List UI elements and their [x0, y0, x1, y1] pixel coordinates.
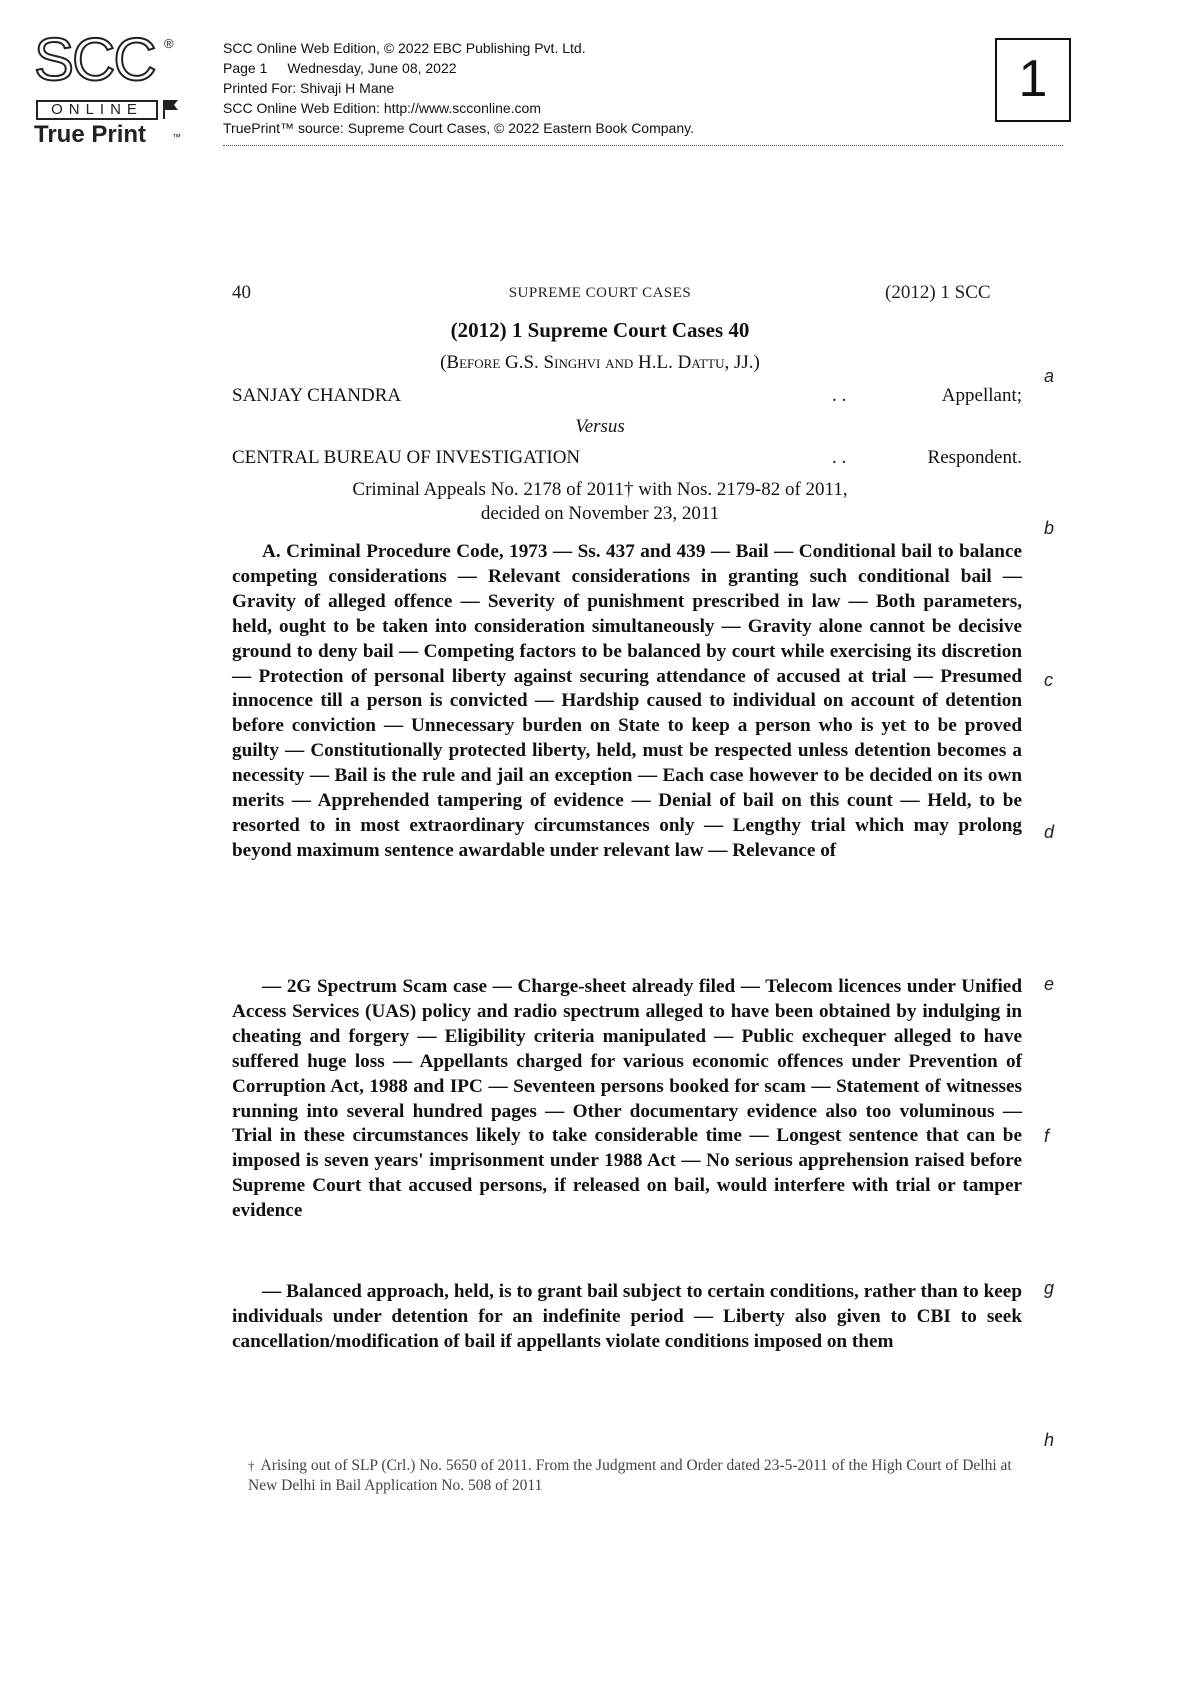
print-header — [223, 38, 694, 138]
respondent-role: Respondent. — [927, 447, 1022, 468]
versus: Versus — [575, 416, 625, 437]
headnote-paragraph: — Balanced approach, held, is to grant bail subject to certain conditions, rather than to keep individuals under detention for an indefinite period — Liberty also given to CBI to seek cancellation/modification of bail if appellants violate conditions imposed on them — [232, 1281, 1022, 1352]
margin-letter-e: e — [1044, 974, 1055, 994]
footnote — [248, 1456, 1024, 1496]
page-label: Page 1 — [223, 60, 268, 76]
margin-letter-b: b — [1044, 518, 1055, 538]
trademark-mark: ™ — [172, 132, 181, 142]
margin-letter-c: c — [1044, 670, 1053, 690]
web-edition-line: SCC Online Web Edition: http://www.scconline.com — [223, 100, 541, 116]
respondent-name: CENTRAL BUREAU OF INVESTIGATION — [232, 447, 581, 468]
separator-dots: . . — [832, 385, 847, 406]
logo-true-print: True Print — [34, 121, 147, 148]
decided-date: decided on November 23, 2011 — [480, 503, 720, 524]
margin-letter-f: f — [1044, 1126, 1050, 1146]
flag-icon — [162, 98, 180, 120]
page-number-box: 1 — [995, 38, 1071, 122]
source-line: TruePrint™ source: Supreme Court Cases, © 2022 Eastern Book Company. — [223, 120, 694, 136]
footnote-marker: † — [248, 1458, 255, 1473]
headnote-paragraph: A. Criminal Procedure Code, 1973 — Ss. 437 and 439 — Bail — Conditional bail to balance competing considerations — Relevant considerations in granting such conditional bail — Gravity of alleged offence — Severity of punishment prescribed in law — Both parameters, held, ought to be taken into consideration simultaneously — Gravity alone cannot be decisive ground to deny bail — Competing factors to be balanced by court while exercising its discretion — Protection of personal liberty against securing attendance of accused at trial — Presumed innocence till a person is convicted — Hardship caused to individual on account of detention before conviction — Unnecessary burden on State to keep a person who is yet to be proved guilty — Constitutionally protected liberty, held, must be respected unless detention becomes a necessity — Bail is the rule and jail an exception — Each case however to be decided on its own merits — Apprehended tampering of evidence — Denial of bail on this count — Held, to be resorted to in most extraordinary circumstances only — Lengthy trial which may prolong beyond maximum sentence awardable under relevant law — Relevance of — [232, 541, 1022, 861]
appellant-name: SANJAY CHANDRA — [232, 385, 402, 406]
margin-letter-g: g — [1044, 1278, 1055, 1298]
footnote-text: Arising out of SLP (Crl.) No. 5650 of 2011. From the Judgment and Order dated 23-5-2011 of the High Court of Delhi at New Delhi in Bail Application No. 508 of 2011 — [248, 1457, 1012, 1494]
copyright-line: SCC Online Web Edition, © 2022 EBC Publishing Pvt. Ltd. — [223, 40, 586, 56]
scc-online-logo — [34, 26, 184, 148]
appeal-numbers: Criminal Appeals No. 2178 of 2011† with Nos. 2179-82 of 2011, — [352, 479, 848, 500]
printed-for: Printed For: Shivaji H Mane — [223, 80, 395, 96]
appellant-line — [232, 385, 1022, 407]
separator-dots: . . — [832, 447, 847, 468]
bench: (Before G.S. Singhvi and H.L. Dattu, JJ.) — [440, 352, 760, 373]
print-date: Wednesday, June 08, 2022 — [287, 60, 457, 76]
header-divider — [223, 145, 1063, 146]
case-info — [0, 478, 1200, 526]
journal-title: SUPREME COURT CASES — [508, 285, 692, 301]
registered-mark: ® — [164, 36, 174, 51]
logo-online-text: ONLINE — [36, 100, 158, 120]
respondent-line — [232, 447, 1022, 469]
margin-letter-h: h — [1044, 1430, 1055, 1450]
page-date-line — [223, 58, 694, 78]
headnote-paragraph: — 2G Spectrum Scam case — Charge-sheet already filed — Telecom licences under Unified Access Services (UAS) policy and radio spectrum alleged to have been obtained by indulging in cheating and forgery — Eligibility criteria manipulated — Public exchequer alleged to have suffered huge loss — Appellants charged for various economic offences under Prevention of Corruption Act, 1988 and IPC — Seventeen persons booked for scam — Statement of witnesses running into several hundred pages — Other documentary evidence also too voluminous — Trial in these circumstances likely to take considerable time — Longest sentence that can be imposed is seven years' imprisonment under 1988 Act — No serious apprehension raised before Supreme Court that accused persons, if released on bail, would interfere with trial or tamper evidence — [232, 976, 1022, 1222]
logo-scc-text: SCC — [34, 26, 155, 93]
margin-letter-d: d — [1044, 822, 1055, 842]
case-citation: (2012) 1 Supreme Court Cases 40 — [450, 318, 750, 342]
appellant-role: Appellant; — [941, 385, 1022, 406]
margin-letter-a: a — [1044, 366, 1055, 386]
journal-page-number: 40 — [232, 282, 251, 303]
journal-citation: (2012) 1 SCC — [885, 282, 991, 303]
